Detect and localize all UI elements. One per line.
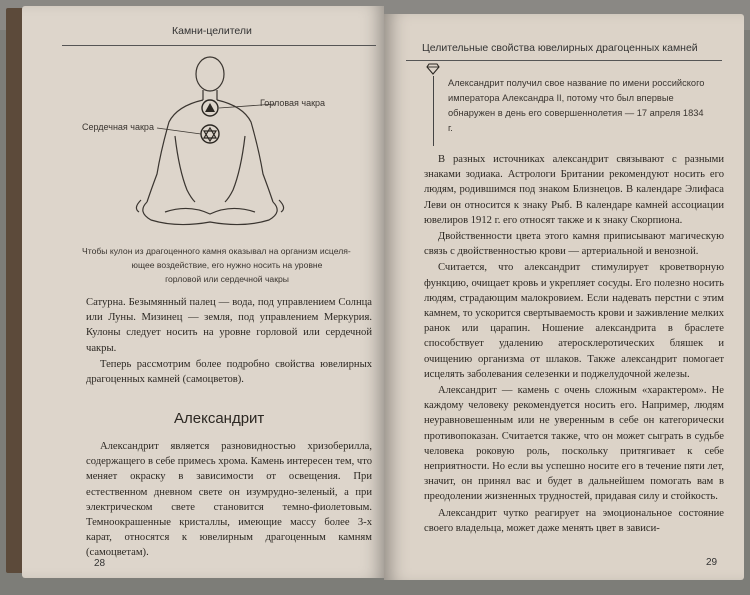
paragraph: В разных источниках александрит связывают с разными знаками зодиака. Астрологи Британии рекомендуют носить его людям, родившимся под знаком Близнецов. В календаре Элифаса Леви он относится к знаку Рыб. В календаре камней ассоциации ювелиров 1912 г. его относят также и к знаку Скорпиона. (424, 154, 724, 226)
callout-bar (433, 76, 434, 146)
left-body-text (86, 295, 372, 388)
left-section-text (86, 439, 372, 562)
left-page (22, 6, 384, 578)
right-body-text (424, 152, 724, 537)
heart-chakra-icon (201, 125, 219, 143)
meditation-figure-illustration (117, 50, 307, 250)
paragraph: Двойственности цвета этого камня приписывают магическую связь с двойственностью крови — артериальной и венозной. (424, 231, 724, 258)
paragraph: Александрит чутко реагирует на эмоциональное состояние своего владельца, может даже менять цвет в зависи- (424, 507, 724, 534)
paragraph: Теперь рассмотрим более подробно свойства ювелирных драгоценных камней (самоцветов). (86, 358, 372, 386)
label-throat-chakra: Горловая чакра (260, 98, 326, 108)
header-rule (62, 45, 376, 46)
throat-chakra-icon (202, 100, 218, 116)
caption-line: Чтобы кулон из драгоценного камня оказывал на организм исцеля- (82, 246, 351, 256)
figure-caption (82, 244, 372, 286)
running-head: Целительные свойства ювелирных драгоценных камней (422, 42, 698, 54)
section-heading: Александрит (174, 410, 265, 427)
callout-note: Александрит получил свое название по имени российского императора Александра II, потому что был впервые обнаружен в день его совершеннолетия — 17 апреля 1834 г. (448, 78, 705, 133)
gem-icon (426, 63, 440, 75)
page-number: 29 (706, 557, 718, 568)
caption-line: горловой или сердечной чакры (165, 274, 289, 284)
caption-line: ющее воздействие, его нужно носить на уровне (131, 260, 323, 270)
header-rule (406, 60, 722, 61)
page-number: 28 (94, 558, 106, 569)
right-page (384, 14, 744, 580)
paragraph: Александрит является разновидностью хризоберилла, содержащего в себе примесь хрома. Камень интересен тем, что меняет окраску в зависимости от освещения. При естественном дневном свете он изумрудно-зеленый, а при электрическом свете становится темно-фиолетовым. Темноокрашенные кристаллы, имеющие массу более 3-х карат, относятся к ювелирным драгоценным камням (самоцветам). (86, 441, 372, 559)
label-heart-chakra: Сердечная чакра (82, 122, 154, 132)
paragraph: Сатурна. Безымянный палец — вода, под управлением Солнца или Луны. Мизинец — земля, под управлением Меркурия. Кулоны следует носить на уровне горловой или сердечной чакры. (86, 297, 372, 354)
paragraph: Считается, что александрит стимулирует кроветворную функцию, очищает кровь и укрепляет сосуды. Его полезно носить людям, страдающим малокровием. Если надевать перстни с этим камнем, то ускорится свертываемость крови и заживление мелких ранок или царапин. Ношение александрита в браслете способствует удалению атеросклеротических бляшек и очищению организма от шлаков. Также александрит помогает исцелять заболевания селезенки и поджелудочной железы. (424, 262, 724, 380)
running-head: Камни-целители (172, 25, 252, 37)
paragraph: Александрит — камень с очень сложным «характером». Не каждому человеку рекомендуется носить его. Например, людям неуравновешенным или не уверенным в себе он категорически противопоказан. Считается также, что он может сыграть в судьбе человека роковую роль, поскольку притягивает к себе неприятности. Но если вы успешно носите его в течение пяти лет, значит, он принял вас и будет в дальнейшем помогать вам в преодолении жизненных трудностей, придавая силу и стойкость. (424, 385, 724, 503)
